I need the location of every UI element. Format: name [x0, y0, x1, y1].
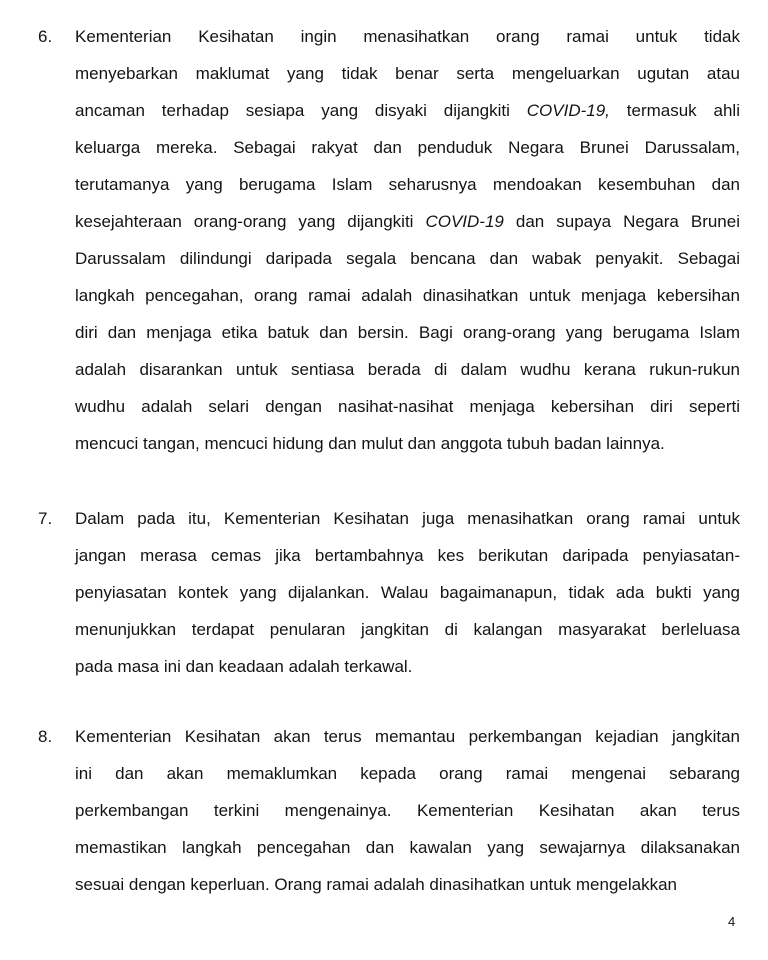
text-line — [75, 18, 740, 55]
text-segment: kesejahteraan orang-orang yang dijangkiti — [75, 212, 426, 231]
text-segment: termasuk ahli — [609, 101, 740, 120]
text-segment: jangan merasa cemas jika bertambahnya kes berikutan daripada penyiasatan- — [75, 546, 740, 565]
text-segment: wudhu adalah selari dengan nasihat-nasihat menjaga kebersihan diri seperti — [75, 397, 740, 416]
text-line — [75, 425, 740, 462]
paragraph-number: 7. — [38, 509, 53, 528]
text-line — [75, 537, 740, 574]
text-segment: ancaman terhadap sesiapa yang disyaki dijangkiti — [75, 101, 527, 120]
text-line — [75, 611, 740, 648]
paragraph-number: 8. — [38, 727, 53, 746]
paragraph-body — [38, 500, 742, 685]
italic-text-segment: COVID-19 — [425, 212, 504, 231]
text-line — [75, 574, 740, 611]
text-line — [75, 866, 740, 903]
text-segment: sesuai dengan keperluan. Orang ramai adalah dinasihatkan untuk mengelakkan — [75, 875, 678, 894]
text-segment: menunjukkan terdapat penularan jangkitan di kalangan masyarakat berleluasa — [75, 620, 740, 639]
paragraph-body — [38, 718, 742, 903]
paragraph-8 — [38, 718, 742, 903]
text-line — [75, 277, 740, 314]
text-line — [75, 129, 740, 166]
text-line — [75, 755, 740, 792]
text-line — [75, 829, 740, 866]
text-line — [75, 166, 740, 203]
page-number: 4 — [728, 914, 736, 929]
text-segment: terutamanya yang berugama Islam seharusnya mendoakan kesembuhan dan — [75, 175, 740, 194]
text-segment: menyebarkan maklumat yang tidak benar serta mengeluarkan ugutan atau — [75, 64, 740, 83]
text-segment: adalah disarankan untuk sentiasa berada di dalam wudhu kerana rukun-rukun — [75, 360, 740, 379]
text-segment: Kementerian Kesihatan ingin menasihatkan orang ramai untuk tidak — [75, 27, 740, 46]
italic-text-segment: COVID-19, — [526, 101, 610, 120]
text-segment: pada masa ini dan keadaan adalah terkawal. — [75, 657, 413, 676]
text-segment: langkah pencegahan, orang ramai adalah dinasihatkan untuk menjaga kebersihan — [75, 286, 740, 305]
text-segment: keluarga mereka. Sebagai rakyat dan penduduk Negara Brunei Darussalam, — [75, 138, 740, 157]
paragraph-body — [38, 18, 742, 462]
text-segment: dan supaya Negara Brunei — [503, 212, 740, 231]
text-segment: perkembangan terkini mengenainya. Kementerian Kesihatan akan terus — [75, 801, 740, 820]
text-segment: Kementerian Kesihatan akan terus memantau perkembangan kejadian jangkitan — [75, 727, 740, 746]
text-line — [75, 792, 740, 829]
text-line — [75, 55, 740, 92]
text-line — [75, 240, 740, 277]
paragraph-number: 6. — [38, 27, 53, 46]
text-segment: Dalam pada itu, Kementerian Kesihatan juga menasihatkan orang ramai untuk — [75, 509, 740, 528]
paragraph-6 — [38, 18, 742, 462]
text-line — [75, 718, 740, 755]
text-line — [75, 648, 740, 685]
text-segment: ini dan akan memaklumkan kepada orang ramai mengenai sebarang — [75, 764, 740, 783]
paragraph-7 — [38, 500, 742, 685]
text-line — [75, 388, 740, 425]
text-segment: mencuci tangan, mencuci hidung dan mulut dan anggota tubuh badan lainnya. — [75, 434, 665, 453]
text-segment: Darussalam dilindungi daripada segala bencana dan wabak penyakit. Sebagai — [75, 249, 740, 268]
text-line — [75, 500, 740, 537]
text-segment: diri dan menjaga etika batuk dan bersin. Bagi orang-orang yang berugama Islam — [75, 323, 740, 342]
text-line — [75, 92, 740, 129]
text-line — [75, 314, 740, 351]
text-segment: penyiasatan kontek yang dijalankan. Walau bagaimanapun, tidak ada bukti yang — [75, 583, 740, 602]
text-line — [75, 203, 740, 240]
text-segment: memastikan langkah pencegahan dan kawalan yang sewajarnya dilaksanakan — [75, 838, 740, 857]
text-line — [75, 351, 740, 388]
